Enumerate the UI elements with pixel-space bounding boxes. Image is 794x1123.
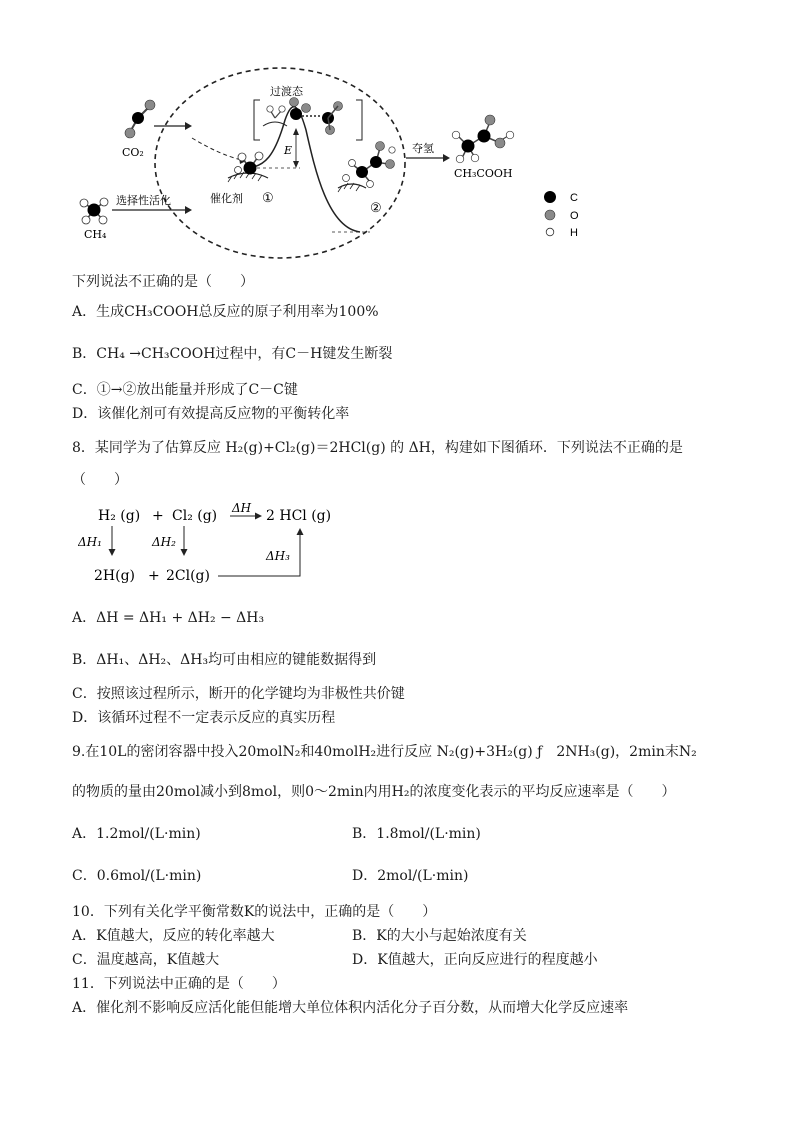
q7-option-c: C．①→②放出能量并形成了C－C键 <box>72 382 298 398</box>
q9-option-a: A．1.2mol/(L·min) <box>72 826 201 842</box>
q9-stem-line2: 的物质的量由20mol减小到8mol，则0～2min内用H₂的浓度变化表示的平均反应速率是（ ） <box>72 784 676 800</box>
step1-label: ① <box>262 191 274 206</box>
q8-stem-line1: 8．某同学为了估算反应 H₂(g)+Cl₂(g)＝2HCl(g) 的 ΔH，构建如下图循环．下列说法不正确的是 <box>72 440 683 456</box>
q10-option-a: A．K值越大，反应的转化率越大 <box>72 928 275 944</box>
q8-option-d: D．该循环过程不一定表示反应的真实历程 <box>72 710 336 726</box>
legend-oxygen-symbol: O <box>570 210 579 222</box>
cycle-cl2: Cl₂ (g) <box>172 508 218 524</box>
ch3cooh-label: CH₃COOH <box>454 167 513 180</box>
q7-option-a: A．生成CH₃COOH总反应的原子利用率为100% <box>72 304 379 320</box>
q10-option-d: D．K值越大，正向反应进行的程度越小 <box>352 952 598 968</box>
ts-bracket-left <box>254 100 260 140</box>
q7-option-d: D．该催化剂可有效提高反应物的平衡转化率 <box>72 406 350 422</box>
q8-option-b: B．ΔH₁、ΔH₂、ΔH₃均可由相应的键能数据得到 <box>72 652 377 668</box>
q7-stem: 下列说法不正确的是（ ） <box>72 274 254 290</box>
adsorbed-species-1 <box>235 152 264 175</box>
cycle-cl-atoms: 2Cl(g) <box>166 568 210 584</box>
catalyst-label: 催化剂 <box>210 192 243 205</box>
hess-cycle-diagram <box>78 498 348 594</box>
q9-stem-line1: 9.在10L的密闭容器中投入20molN₂和40molH₂进行反应 N₂(g)+3H₂(g) ƒ 2NH₃(g)，2min末N₂ <box>72 744 697 760</box>
ts-bracket-right <box>356 100 362 140</box>
co2-molecule <box>125 100 155 138</box>
dehydrogenation-label: 夺氢 <box>412 142 434 155</box>
legend-carbon-symbol: C <box>570 192 578 204</box>
q9-option-d: D．2mol/(L·min) <box>352 868 469 884</box>
cycle-plus-bottom: + <box>148 568 160 584</box>
atom-legend <box>544 191 579 239</box>
ch4-label: CH₄ <box>84 228 107 241</box>
cycle-dh1: ΔH₁ <box>78 535 102 549</box>
q8-option-c: C．按照该过程所示，断开的化学键均为非极性共价键 <box>72 686 405 702</box>
cycle-h2: H₂ (g) <box>98 508 141 524</box>
energy-label: E <box>284 144 293 157</box>
transition-state-species <box>263 98 343 135</box>
q11-stem: 11．下列说法中正确的是（ ） <box>72 976 286 992</box>
legend-hydrogen-marker <box>546 228 554 236</box>
legend-hydrogen-symbol: H <box>570 227 578 239</box>
cycle-dh2: ΔH₂ <box>152 535 176 549</box>
co2-label: CO₂ <box>122 146 144 159</box>
co2-adsorption-path <box>192 138 242 160</box>
selective-activation-label: 选择性活化 <box>116 194 171 207</box>
step2-label: ② <box>370 201 382 216</box>
q10-option-b: B．K的大小与起始浓度有关 <box>352 928 527 944</box>
adsorbed-species-2 <box>343 142 396 188</box>
transition-state-label: 过渡态 <box>270 85 303 98</box>
q10-option-c: C．温度越高，K值越大 <box>72 952 220 968</box>
cycle-hcl: 2 HCl (g) <box>266 508 332 524</box>
ch4-molecule <box>80 198 108 224</box>
energy-profile-curve <box>245 107 360 232</box>
q9-option-b: B．1.8mol/(L·min) <box>352 826 481 842</box>
cycle-h-atoms: 2H(g) <box>94 568 136 584</box>
reaction-mechanism-figure <box>70 60 610 265</box>
legend-oxygen-marker <box>545 210 555 220</box>
cycle-dh3: ΔH₃ <box>266 549 290 563</box>
q11-option-a: A．催化剂不影响反应活化能但能增大单位体积内活化分子百分数，从而增大化学反应速率 <box>72 1000 629 1016</box>
legend-carbon-marker <box>544 191 556 203</box>
q9-option-c: C．0.6mol/(L·min) <box>72 868 202 884</box>
cycle-plus-top: + <box>152 508 164 524</box>
ch3cooh-molecule <box>452 115 514 163</box>
q7-option-b: B．CH₄ →CH₃COOH过程中，有C－H键发生断裂 <box>72 346 393 362</box>
q10-stem: 10．下列有关化学平衡常数K的说法中，正确的是（ ） <box>72 904 437 920</box>
q8-stem-line2: （ ） <box>72 472 128 488</box>
cycle-delta-h: ΔH <box>232 501 252 515</box>
q8-option-a: A．ΔH = ΔH₁ + ΔH₂ − ΔH₃ <box>72 610 265 626</box>
